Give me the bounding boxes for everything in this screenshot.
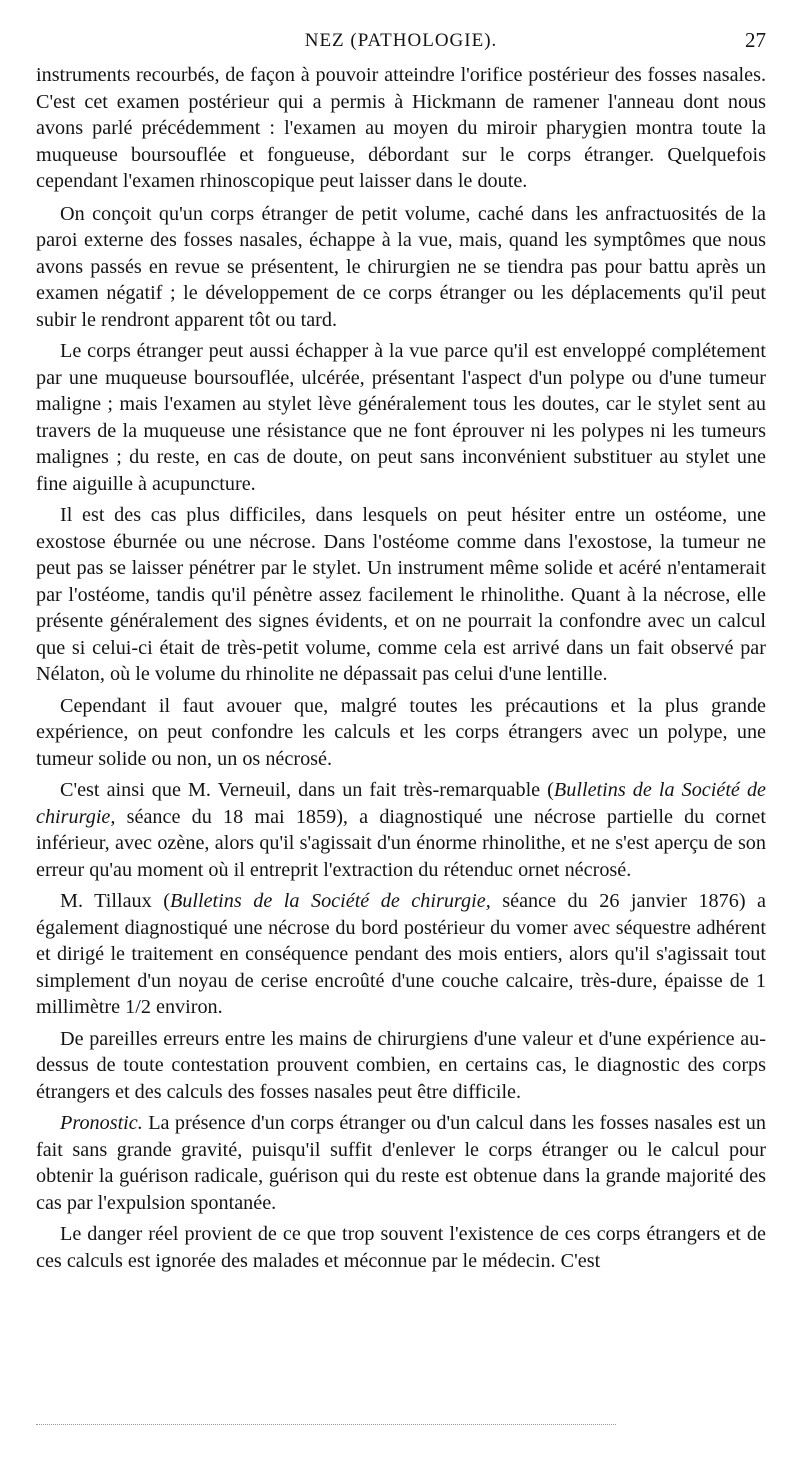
page-number: 27 <box>745 28 766 52</box>
running-title: NEZ (PATHOLOGIE). <box>304 30 498 51</box>
paragraph-2: On conçoit qu'un corps étranger de petit volume, caché dans les anfractuosités de la paroi externe des fosses nasales, échappe à la vue, mais, quand les symptômes que nous avons passés en revue se présentent, le chirurgien ne se tiendra pas pour battu après un examen négatif ; le développement de ce corps étranger ou les déplacements qu'il peut subir le rendront apparent tôt ou tard. <box>36 202 766 331</box>
paragraph-6-text-after: séance du 18 mai 1859), a diagnostiqué une nécrose partielle du cornet inférieur, avec ozène, alors qu'il s'agissait d'un énorme rhinolithe, et ne s'est aperçu de son erreur qu'au moment où il entreprit l'extraction du rétenduc ornet nécrosé. <box>36 805 766 881</box>
paragraph-8: De pareilles erreurs entre les mains de chirurgiens d'une valeur et d'une expérience au-dessus de toute contestation prouvent combien, en certains cas, le diagnostic des corps étrangers et des calculs des fosses nasales peut être difficile. <box>36 1027 766 1103</box>
paragraph-3: Le corps étranger peut aussi échapper à la vue parce qu'il est enveloppé complétement par une muqueuse boursouflée, ulcérée, présentant l'aspect d'un polype ou d'une tumeur maligne ; mais l'examen au stylet lève généralement tous les doutes, car le stylet sent au travers de la muqueuse une résistance que ne font éprouver ni les polypes ni les tumeurs malignes ; du reste, en cas de doute, on peut sans inconvénient substituer au stylet une fine aiguille à acupuncture. <box>36 340 766 495</box>
paragraph-6-text-before: C'est ainsi que M. Verneuil, dans un fait très-remarquable ( <box>60 779 554 801</box>
footer-dotted-rule <box>36 1424 616 1425</box>
paragraph-1: instruments recourbés, de façon à pouvoir atteindre l'orifice postérieur des fosses nasales. C'est cet examen postérieur qui a permis à Hickmann de ramener l'anneau dont nous avons parlé précédemment : l'examen au moyen du miroir pharygien montra toute la muqueuse boursouflée et fongueuse, débordant sur le corps étranger. Quelquefois cependant l'examen rhinoscopique peut laisser dans le doute. <box>36 64 766 192</box>
paragraph-9-text: La présence d'un corps étranger ou d'un calcul dans les fosses nasales est un fait sans grande gravité, puisqu'il suffit d'enlever le corps étranger ou le calcul pour obtenir la guérison radicale, guérison qui du reste est obtenue dans la grande majorité des cas par l'expulsion spontanée. <box>36 1112 766 1214</box>
paragraph-4: Il est des cas plus difficiles, dans lesquels on peut hésiter entre un ostéome, une exostose éburnée ou une nécrose. Dans l'ostéome comme dans l'exostose, la tumeur ne peut pas se laisser pénétrer par le stylet. Un instrument même solide et acéré n'entamerait par l'ostéome, tandis qu'il pénètre assez facilement le rhinolithe. Quant à la nécrose, elle présente généralement des signes évidents, et on ne pourrait la confondre avec un calcul que si celui-ci était de très-petit volume, comme cela est arrivé dans un fait observé par Nélaton, où le volume du rhinolite ne dépassait pas celui d'une lentille. <box>36 504 766 685</box>
paragraph-7-text-after: séance du 26 janvier 1876) a également diagnostiqué une nécrose du bord postérieur du vomer avec séquestre adhérent et dirigé le traitement en conséquence pendant des mois entiers, alors qu'il s'agissait tout simplement d'un noyau de cerise encroûté d'une couche calcaire, très-dure, épaisse de 1 millimètre 1/2 environ. <box>36 890 767 1018</box>
paragraph-6 <box>36 777 766 883</box>
paragraph-7 <box>36 888 766 1021</box>
paragraph-7-citation: Bulletins de la Société de chirurgie, <box>169 890 491 912</box>
paragraph-5: Cependant il faut avouer que, malgré toutes les précautions et la plus grande expérience, on peut confondre les calculs et les corps étrangers avec un polype, une tumeur solide ou non, un os nécrosé. <box>36 694 766 770</box>
body-text <box>36 62 766 1279</box>
paragraph-10: Le danger réel provient de ce que trop souvent l'existence de ces corps étrangers et de ces calculs est ignorée des malades et méconnue par le médecin. C'est <box>36 1223 766 1272</box>
paragraph-6-citation: Bulletins de la Société de chirurgie, <box>36 779 766 828</box>
section-heading-pronostic: Pronostic. <box>60 1112 143 1134</box>
paragraph-9 <box>36 1110 766 1216</box>
paragraph-7-text-before: M. Tillaux ( <box>60 890 170 912</box>
page-header <box>36 26 766 60</box>
